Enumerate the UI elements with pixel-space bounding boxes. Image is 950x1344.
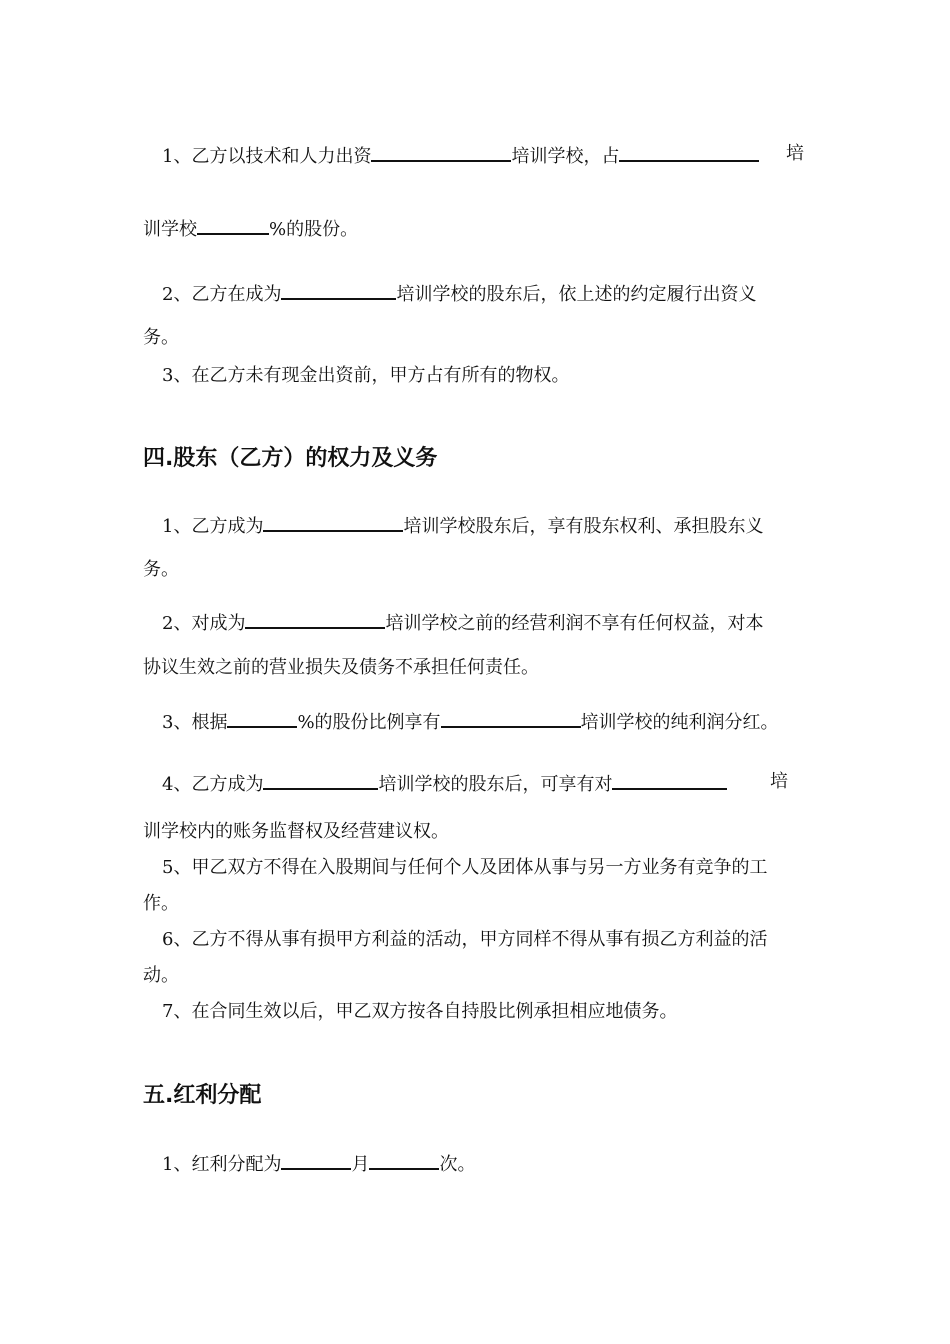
section-heading-4: 四.股东（乙方）的权力及义务 (143, 446, 438, 471)
sec4-item4-line1: 4、乙方成为 培训学校的股东后，可享有对 (162, 770, 727, 797)
blank-field[interactable] (227, 708, 297, 728)
sec4-item6-line1: 6、乙方不得从事有损甲方利益的活动，甲方同样不得从事有损乙方利益的活 (162, 929, 768, 950)
sec4-item4-tail: 培 (770, 771, 788, 792)
sec4-item1-line2: 务。 (143, 559, 179, 580)
blank-field[interactable] (245, 609, 385, 629)
blank-field[interactable] (441, 708, 581, 728)
blank-field[interactable] (281, 280, 396, 300)
sec4-item7: 7、在合同生效以后，甲乙双方按各自持股比例承担相应地债务。 (162, 1001, 678, 1022)
blank-field[interactable] (612, 770, 727, 790)
section-heading-5: 五.红利分配 (143, 1083, 262, 1108)
sec3-item2-line1: 2、乙方在成为 培训学校的股东后，依上述的约定履行出资义 (162, 280, 756, 307)
sec3-item1-tail: 培 (786, 143, 804, 164)
sec4-item5-line2: 作。 (143, 893, 179, 914)
sec4-item5-line1: 5、甲乙双方不得在入股期间与任何个人及团体从事与另一方业务有竞争的工 (162, 857, 768, 878)
sec5-item1: 1、红利分配为 月 次。 (162, 1150, 475, 1177)
sec4-item2-line2: 协议生效之前的营业损失及债务不承担任何责任。 (143, 657, 539, 678)
sec4-item4-line2: 训学校内的账务监督权及经营建议权。 (143, 821, 449, 842)
blank-field[interactable] (371, 142, 511, 162)
blank-field[interactable] (263, 512, 403, 532)
blank-field[interactable] (369, 1150, 439, 1170)
blank-field[interactable] (281, 1150, 351, 1170)
sec3-item3: 3、在乙方未有现金出资前，甲方占有所有的物权。 (162, 365, 570, 386)
blank-field[interactable] (263, 770, 378, 790)
sec4-item3: 3、根据 %的股份比例享有 培训学校的纯利润分红。 (162, 708, 779, 735)
blank-field[interactable] (619, 142, 759, 162)
sec4-item1-line1: 1、乙方成为 培训学校股东后，享有股东权利、承担股东义 (162, 512, 763, 539)
sec4-item6-line2: 动。 (143, 965, 179, 986)
sec3-item2-line2: 务。 (143, 327, 179, 348)
sec3-item1-line1: 1、乙方以技术和人力出资 培训学校，占 (162, 142, 759, 169)
sec4-item2-line1: 2、对成为 培训学校之前的经营利润不享有任何权益，对本 (162, 609, 763, 636)
blank-field[interactable] (197, 215, 269, 235)
sec3-item1-line2: 训学校 %的股份。 (143, 215, 358, 242)
